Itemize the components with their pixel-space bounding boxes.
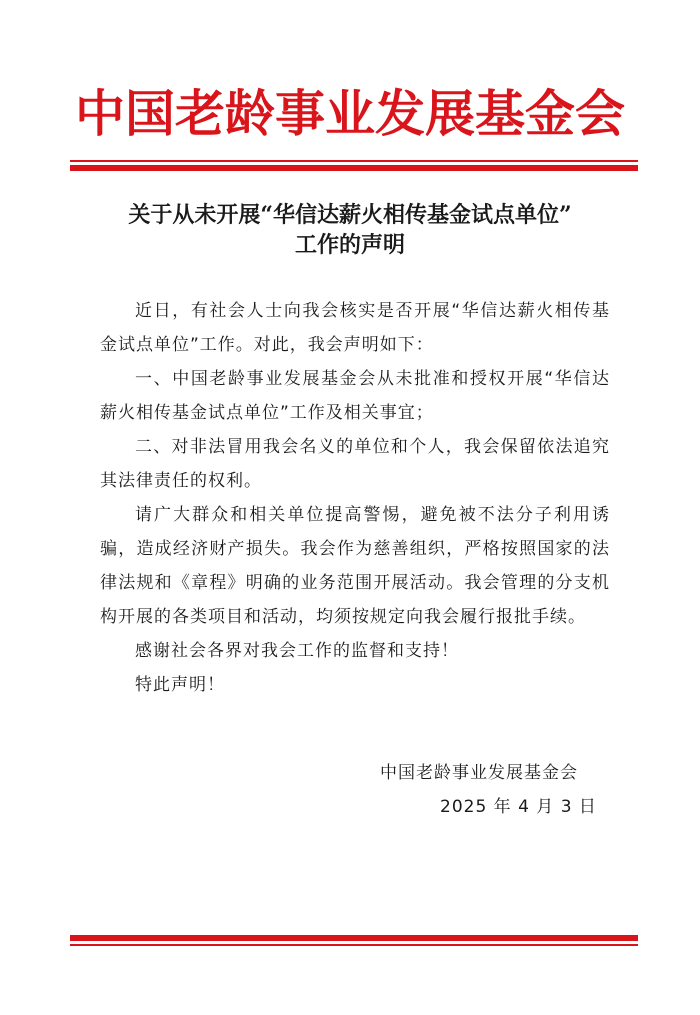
body-paragraph-point-two: 二、对非法冒用我会名义的单位和个人，我会保留依法追究其法律责任的权利。: [100, 437, 610, 491]
body-paragraph-intro: 近日，有社会人士向我会核实是否开展“华信达薪火相传基金试点单位”工作。对此，我会声明如下：: [100, 301, 610, 355]
body-paragraph-closing: 特此声明！: [135, 675, 225, 695]
footer-thick-rule: [70, 935, 638, 941]
body-paragraph-point-one: 一、中国老龄事业发展基金会从未批准和授权开展“华信达薪火相传基金试点单位”工作及相关事宜；: [100, 369, 610, 423]
letterhead-top-thick-rule: [70, 165, 638, 171]
footer-thin-rule: [70, 944, 638, 946]
signature-org-name: 中国老龄事业发展基金会: [380, 763, 578, 783]
letterhead-org-name: 中国老龄事业发展基金会: [75, 84, 625, 143]
body-paragraph-warning: 请广大群众和相关单位提高警惕，避免被不法分子利用诱骗，造成经济财产损失。我会作为慈善组织，严格按照国家的法律法规和《章程》明确的业务范围开展活动。我会管理的分支机构开展的各类项目和活动，均须按规定向我会履行报批手续。: [100, 505, 610, 627]
statement-title-line-2: 工作的声明: [294, 232, 405, 258]
statement-title-line-1: 关于从未开展“华信达薪火相传基金试点单位”: [128, 202, 572, 228]
signature-date: 2025 年 4 月 3 日: [440, 797, 597, 817]
statement-body: [100, 294, 610, 702]
body-paragraph-thanks: 感谢社会各界对我会工作的监督和支持！: [135, 641, 459, 661]
letterhead-top-thin-rule: [70, 160, 638, 162]
